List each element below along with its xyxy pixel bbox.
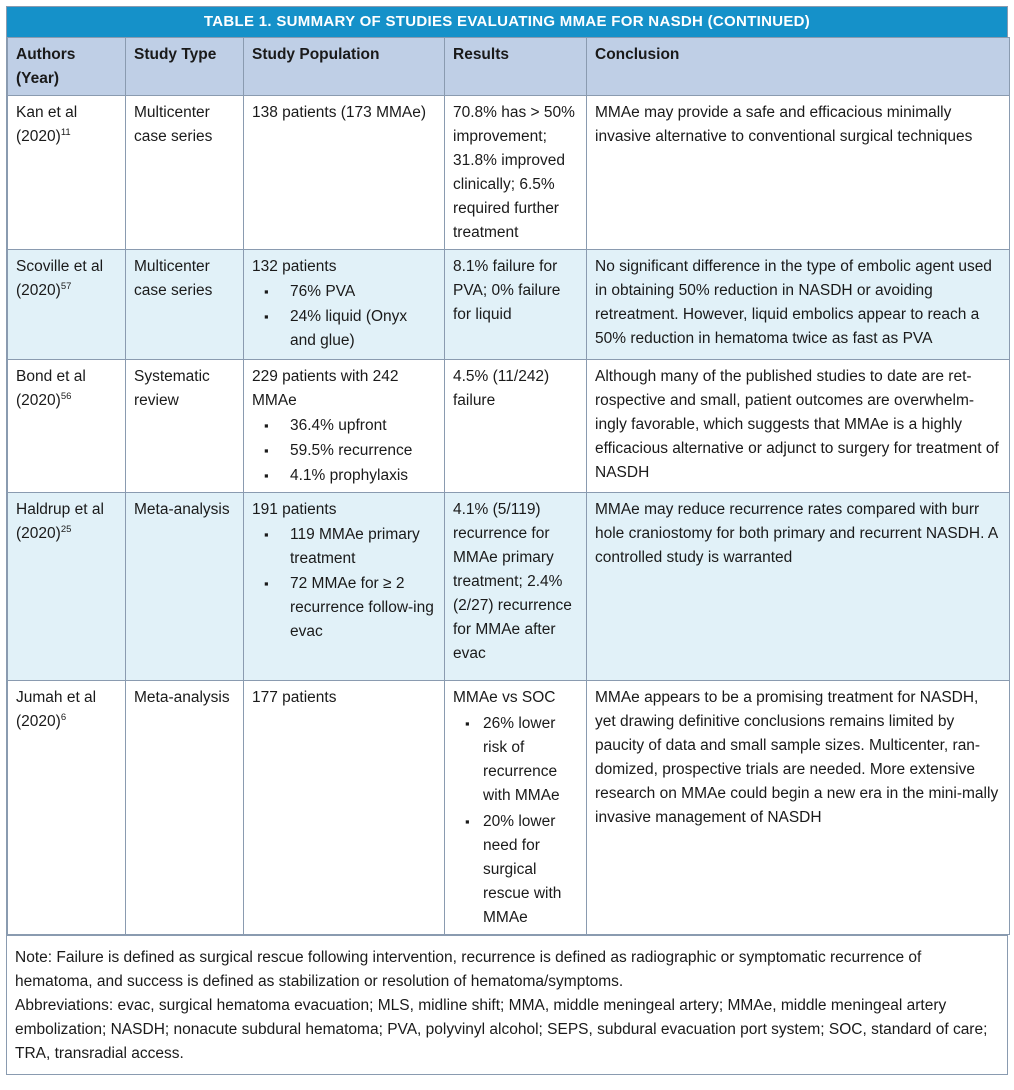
square-bullet-icon: ▪ xyxy=(264,309,269,324)
cell-conclusion: No significant difference in the type of embolic agent used in obtaining 50% reduction in NASDH or avoiding retreatment. However, liquid embolics appear to reach a 50% reduction in hematoma twice as fast as PVA xyxy=(587,250,1010,360)
results-bullet-list xyxy=(453,712,578,930)
square-bullet-icon: ▪ xyxy=(264,468,269,483)
author-year: (2020) xyxy=(16,525,61,542)
results-summary: 8.1% failure for PVA; 0% failure for liquid xyxy=(453,258,561,323)
cell-results xyxy=(445,493,587,681)
cell-conclusion: Although many of the published studies to date are ret-rospective and small, patient outcomes are overwhelm-ingly favorable, which suggests that MMAe is a highly efficacious alternative or adjunct to surgery for treatment of NASDH xyxy=(587,360,1010,493)
reference-number: 25 xyxy=(60,523,72,535)
bullet-text: 24% liquid (Onyx and glue) xyxy=(290,308,408,349)
cell-study-population xyxy=(244,96,445,250)
table-body xyxy=(8,96,1010,935)
cell-conclusion: MMAe appears to be a promising treatment for NASDH, yet drawing definitive conclusions remains limited by paucity of data and small sample sizes. Multicenter, ran-domized, prospective trials are needed. More extensive research on MMAe could begin a new era in the mini-mally invasive management of NASDH xyxy=(587,681,1010,935)
results-summary: 70.8% has > 50% improvement; 31.8% improved clinically; 6.5% required further treatment xyxy=(453,104,575,241)
header-authors: Authors (Year) xyxy=(8,38,126,96)
population-summary: 229 patients with 242 MMAe xyxy=(252,368,399,409)
list-item xyxy=(252,439,436,463)
author-year: (2020) xyxy=(16,282,61,299)
results-summary: 4.1% (5/119) recurrence for MMAe primary treatment; 2.4% (2/27) recurrence for MMAe after evac xyxy=(453,501,572,662)
square-bullet-icon: ▪ xyxy=(465,716,470,731)
header-row xyxy=(8,38,1010,96)
list-item xyxy=(252,280,436,304)
author-year: (2020) xyxy=(16,713,61,730)
square-bullet-icon: ▪ xyxy=(264,443,269,458)
note-text: Note: Failure is defined as surgical rescue following intervention, recurrence is defined as radiographic or symptomatic recurrence of hematoma, and success is defined as stabilization or resolution of hematoma/symptoms. xyxy=(15,949,922,990)
cell-results xyxy=(445,250,587,360)
population-summary: 177 patients xyxy=(252,689,337,706)
cell-study-type: Meta-analysis xyxy=(126,681,244,935)
cell-study-type: Systematic review xyxy=(126,360,244,493)
header-study-type: Study Type xyxy=(126,38,244,96)
population-bullet-list xyxy=(252,280,436,353)
cell-author xyxy=(8,681,126,935)
list-item xyxy=(453,712,578,808)
author-year: (2020) xyxy=(16,392,61,409)
cell-author xyxy=(8,96,126,250)
cell-study-population xyxy=(244,250,445,360)
square-bullet-icon: ▪ xyxy=(264,576,269,591)
cell-conclusion: MMAe may provide a safe and efficacious minimally invasive alternative to conventional surgical techniques xyxy=(587,96,1010,250)
table-title: TABLE 1. SUMMARY OF STUDIES EVALUATING MMAE FOR NASDH (CONTINUED) xyxy=(7,7,1007,37)
header-study-population: Study Population xyxy=(244,38,445,96)
cell-study-population xyxy=(244,360,445,493)
author-name: Jumah et al xyxy=(16,689,97,706)
bullet-text: 76% PVA xyxy=(290,283,356,300)
square-bullet-icon: ▪ xyxy=(264,284,269,299)
bullet-text: 36.4% upfront xyxy=(290,417,387,434)
cell-study-population xyxy=(244,681,445,935)
list-item xyxy=(252,572,436,644)
author-name: Scoville et al xyxy=(16,258,104,275)
cell-results xyxy=(445,681,587,935)
reference-number: 11 xyxy=(60,126,71,138)
bullet-text: 119 MMAe primary treatment xyxy=(290,526,420,567)
cell-study-type: Meta-analysis xyxy=(126,493,244,681)
cell-author xyxy=(8,250,126,360)
cell-conclusion: MMAe may reduce recurrence rates compared with burr hole craniostomy for both primary and recurrent NASDH. A controlled study is warranted xyxy=(587,493,1010,681)
bullet-text: 4.1% prophylaxis xyxy=(290,467,409,484)
author-year: (2020) xyxy=(16,128,61,145)
author-name: Haldrup et al xyxy=(16,501,104,518)
author-name: Kan et al xyxy=(16,104,78,121)
cell-study-type: Multicenter case series xyxy=(126,250,244,360)
square-bullet-icon: ▪ xyxy=(264,418,269,433)
reference-number: 56 xyxy=(60,390,72,402)
cell-study-population xyxy=(244,493,445,681)
list-item xyxy=(252,523,436,571)
cell-study-type: Multicenter case series xyxy=(126,96,244,250)
cell-results xyxy=(445,96,587,250)
table-row xyxy=(8,250,1010,360)
list-item xyxy=(453,810,578,930)
population-summary: 138 patients (173 MMAe) xyxy=(252,104,427,121)
cell-results xyxy=(445,360,587,493)
bullet-text: 72 MMAe for ≥ 2 recurrence follow-ing evac xyxy=(290,575,434,640)
table-row xyxy=(8,360,1010,493)
header-conclusion: Conclusion xyxy=(587,38,1010,96)
square-bullet-icon: ▪ xyxy=(465,814,470,829)
summary-table xyxy=(6,6,1008,1075)
results-summary: 4.5% (11/242) failure xyxy=(453,368,550,409)
results-summary: MMAe vs SOC xyxy=(453,689,556,706)
bullet-text: 20% lower need for surgical rescue with MMAe xyxy=(483,813,562,926)
author-name: Bond et al xyxy=(16,368,86,385)
bullet-text: 26% lower risk of recurrence with MMAe xyxy=(483,715,560,804)
bullet-text: 59.5% recurrence xyxy=(290,442,413,459)
table-footnote xyxy=(7,935,1007,1074)
cell-author xyxy=(8,493,126,681)
table-row xyxy=(8,96,1010,250)
list-item xyxy=(252,464,436,488)
table-row xyxy=(8,493,1010,681)
abbreviations-text: Abbreviations: evac, surgical hematoma evacuation; MLS, midline shift; MMA, middle meningeal artery; MMAe, middle meningeal artery embolization; NASDH; nonacute subdural hematoma; PVA, polyvinyl alcohol; SEPS, subdural evacuation port system; SOC, standard of care; TRA, transradial access. xyxy=(15,997,988,1062)
population-summary: 191 patients xyxy=(252,501,337,518)
reference-number: 57 xyxy=(60,280,72,292)
population-summary: 132 patients xyxy=(252,258,337,275)
cell-author xyxy=(8,360,126,493)
population-bullet-list xyxy=(252,523,436,644)
square-bullet-icon: ▪ xyxy=(264,527,269,542)
reference-number: 6 xyxy=(60,711,67,723)
list-item xyxy=(252,414,436,438)
header-results: Results xyxy=(445,38,587,96)
studies-table xyxy=(7,37,1010,935)
table-row xyxy=(8,681,1010,935)
population-bullet-list xyxy=(252,414,436,488)
list-item xyxy=(252,305,436,353)
